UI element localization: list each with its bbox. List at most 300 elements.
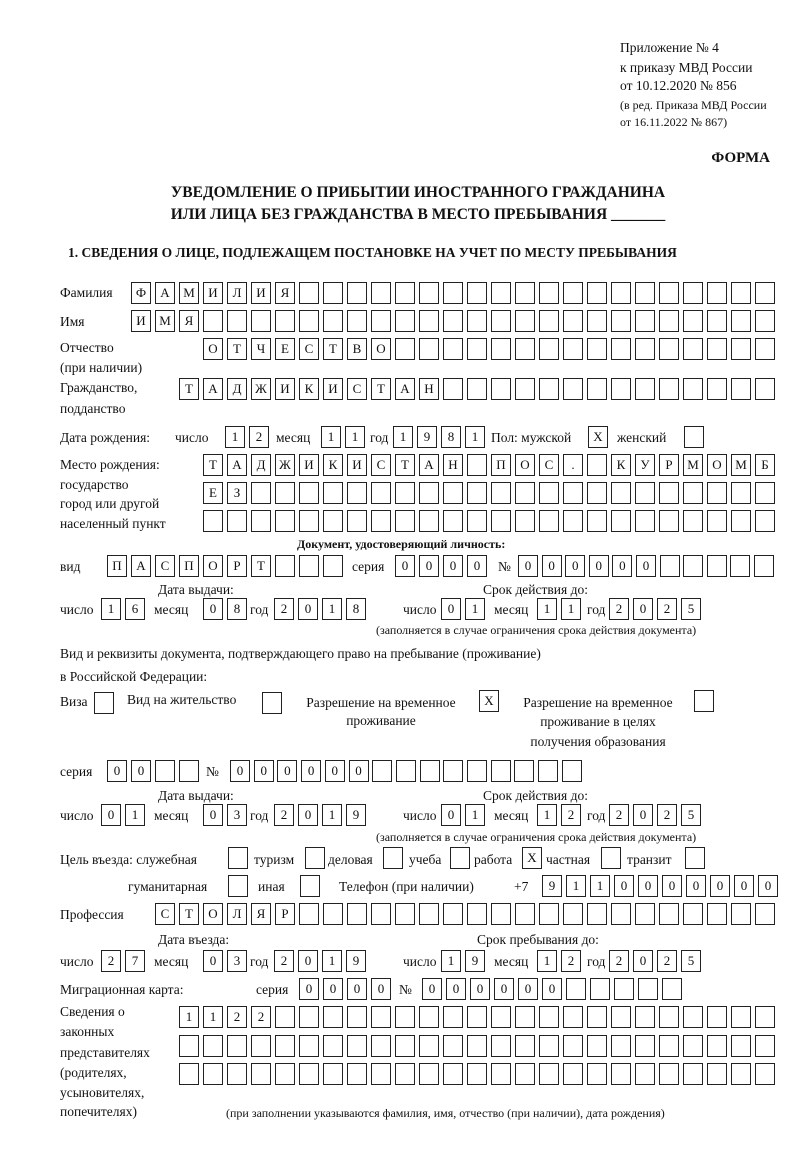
char-cell[interactable] <box>251 482 271 504</box>
char-cell[interactable]: О <box>515 454 535 476</box>
char-cell[interactable] <box>563 378 583 400</box>
char-cell[interactable] <box>611 510 631 532</box>
char-cell[interactable] <box>683 1035 703 1057</box>
char-cell[interactable]: Т <box>227 338 247 360</box>
char-cell[interactable]: 0 <box>467 555 487 577</box>
char-cell[interactable]: 3 <box>227 950 247 972</box>
char-cell[interactable]: Ч <box>251 338 271 360</box>
char-cell[interactable] <box>539 378 559 400</box>
char-cell[interactable] <box>590 978 610 1000</box>
checkbox-cell[interactable] <box>228 847 248 869</box>
char-cell[interactable] <box>491 1006 511 1028</box>
char-cell[interactable]: 0 <box>441 804 461 826</box>
char-cell[interactable]: 1 <box>125 804 145 826</box>
char-cell[interactable] <box>683 903 703 925</box>
char-cell[interactable] <box>275 1063 295 1085</box>
char-cell[interactable] <box>467 310 487 332</box>
char-cell[interactable]: 8 <box>227 598 247 620</box>
char-cell[interactable]: О <box>707 454 727 476</box>
char-cell[interactable] <box>635 1006 655 1028</box>
char-cell[interactable] <box>323 510 343 532</box>
char-cell[interactable]: Я <box>275 282 295 304</box>
char-cell[interactable] <box>323 282 343 304</box>
char-cell[interactable] <box>638 978 658 1000</box>
char-cell[interactable]: О <box>203 338 223 360</box>
checkbox-cell[interactable] <box>694 690 714 712</box>
char-cell[interactable] <box>491 338 511 360</box>
char-cell[interactable] <box>251 1035 271 1057</box>
char-cell[interactable]: 1 <box>441 950 461 972</box>
char-cell[interactable] <box>755 378 775 400</box>
char-cell[interactable] <box>755 510 775 532</box>
char-cell[interactable] <box>323 1006 343 1028</box>
char-cell[interactable] <box>395 1006 415 1028</box>
char-cell[interactable] <box>419 1035 439 1057</box>
char-cell[interactable] <box>635 282 655 304</box>
char-cell[interactable] <box>611 310 631 332</box>
char-cell[interactable]: 1 <box>465 598 485 620</box>
checkbox-cell[interactable]: X <box>588 426 608 448</box>
char-cell[interactable]: К <box>299 378 319 400</box>
char-cell[interactable] <box>731 510 751 532</box>
char-cell[interactable] <box>299 1063 319 1085</box>
char-cell[interactable] <box>539 282 559 304</box>
char-cell[interactable]: 0 <box>542 555 562 577</box>
char-cell[interactable]: 2 <box>251 1006 271 1028</box>
char-cell[interactable] <box>659 1035 679 1057</box>
char-cell[interactable] <box>563 482 583 504</box>
char-cell[interactable] <box>491 760 511 782</box>
checkbox-cell[interactable]: X <box>522 847 542 869</box>
char-cell[interactable]: Я <box>179 310 199 332</box>
char-cell[interactable]: 0 <box>298 598 318 620</box>
char-cell[interactable]: 5 <box>681 804 701 826</box>
char-cell[interactable] <box>587 903 607 925</box>
char-cell[interactable] <box>539 482 559 504</box>
char-cell[interactable] <box>755 1006 775 1028</box>
char-cell[interactable] <box>755 310 775 332</box>
char-cell[interactable]: Ж <box>251 378 271 400</box>
char-cell[interactable] <box>179 760 199 782</box>
char-cell[interactable] <box>563 338 583 360</box>
char-cell[interactable]: И <box>131 310 151 332</box>
char-cell[interactable] <box>347 903 367 925</box>
checkbox-cell[interactable] <box>383 847 403 869</box>
checkbox-cell[interactable] <box>684 426 704 448</box>
char-cell[interactable] <box>420 760 440 782</box>
char-cell[interactable] <box>419 338 439 360</box>
char-cell[interactable] <box>515 903 535 925</box>
char-cell[interactable] <box>731 338 751 360</box>
char-cell[interactable]: У <box>635 454 655 476</box>
char-cell[interactable]: И <box>251 282 271 304</box>
char-cell[interactable] <box>371 1035 391 1057</box>
char-cell[interactable]: Т <box>395 454 415 476</box>
char-cell[interactable]: 2 <box>274 950 294 972</box>
char-cell[interactable] <box>587 454 607 476</box>
char-cell[interactable]: П <box>179 555 199 577</box>
char-cell[interactable] <box>539 338 559 360</box>
char-cell[interactable] <box>587 282 607 304</box>
char-cell[interactable] <box>323 1063 343 1085</box>
char-cell[interactable] <box>251 510 271 532</box>
char-cell[interactable] <box>659 1063 679 1085</box>
char-cell[interactable]: Т <box>371 378 391 400</box>
char-cell[interactable]: 0 <box>107 760 127 782</box>
char-cell[interactable]: 1 <box>345 426 365 448</box>
char-cell[interactable] <box>515 510 535 532</box>
char-cell[interactable]: 0 <box>589 555 609 577</box>
char-cell[interactable] <box>419 903 439 925</box>
char-cell[interactable] <box>347 510 367 532</box>
char-cell[interactable] <box>371 1006 391 1028</box>
char-cell[interactable]: 0 <box>494 978 514 1000</box>
char-cell[interactable] <box>563 1035 583 1057</box>
char-cell[interactable] <box>587 338 607 360</box>
char-cell[interactable]: 0 <box>446 978 466 1000</box>
char-cell[interactable] <box>179 1035 199 1057</box>
char-cell[interactable] <box>419 510 439 532</box>
char-cell[interactable] <box>371 903 391 925</box>
char-cell[interactable] <box>659 282 679 304</box>
char-cell[interactable]: 2 <box>561 804 581 826</box>
char-cell[interactable]: Ж <box>275 454 295 476</box>
char-cell[interactable]: 2 <box>657 598 677 620</box>
char-cell[interactable]: 1 <box>393 426 413 448</box>
char-cell[interactable]: 2 <box>227 1006 247 1028</box>
checkbox-cell[interactable] <box>300 875 320 897</box>
char-cell[interactable]: 1 <box>101 598 121 620</box>
char-cell[interactable] <box>395 338 415 360</box>
char-cell[interactable] <box>587 482 607 504</box>
char-cell[interactable]: 0 <box>633 804 653 826</box>
char-cell[interactable]: 0 <box>633 598 653 620</box>
char-cell[interactable] <box>659 378 679 400</box>
char-cell[interactable] <box>323 555 343 577</box>
char-cell[interactable]: 0 <box>633 950 653 972</box>
char-cell[interactable] <box>755 482 775 504</box>
char-cell[interactable] <box>707 482 727 504</box>
char-cell[interactable] <box>755 1063 775 1085</box>
char-cell[interactable] <box>515 310 535 332</box>
char-cell[interactable] <box>491 282 511 304</box>
checkbox-cell[interactable] <box>94 692 114 714</box>
char-cell[interactable] <box>299 510 319 532</box>
char-cell[interactable] <box>467 378 487 400</box>
char-cell[interactable] <box>660 555 680 577</box>
char-cell[interactable]: А <box>203 378 223 400</box>
char-cell[interactable]: 1 <box>322 598 342 620</box>
char-cell[interactable] <box>203 310 223 332</box>
char-cell[interactable]: 0 <box>565 555 585 577</box>
char-cell[interactable] <box>203 1063 223 1085</box>
char-cell[interactable] <box>443 1063 463 1085</box>
char-cell[interactable]: 0 <box>203 950 223 972</box>
char-cell[interactable]: И <box>299 454 319 476</box>
char-cell[interactable]: 1 <box>537 950 557 972</box>
char-cell[interactable] <box>467 1006 487 1028</box>
char-cell[interactable]: В <box>347 338 367 360</box>
char-cell[interactable]: 0 <box>203 804 223 826</box>
char-cell[interactable]: 0 <box>422 978 442 1000</box>
char-cell[interactable]: Т <box>251 555 271 577</box>
char-cell[interactable]: 2 <box>274 804 294 826</box>
char-cell[interactable] <box>491 1035 511 1057</box>
char-cell[interactable]: Р <box>227 555 247 577</box>
char-cell[interactable] <box>707 310 727 332</box>
char-cell[interactable] <box>707 1006 727 1028</box>
char-cell[interactable]: Т <box>323 338 343 360</box>
char-cell[interactable]: П <box>491 454 511 476</box>
char-cell[interactable]: Т <box>179 378 199 400</box>
char-cell[interactable] <box>707 1063 727 1085</box>
char-cell[interactable] <box>419 1063 439 1085</box>
char-cell[interactable] <box>662 978 682 1000</box>
char-cell[interactable]: 9 <box>346 804 366 826</box>
char-cell[interactable]: 0 <box>101 804 121 826</box>
char-cell[interactable] <box>227 310 247 332</box>
char-cell[interactable] <box>731 1006 751 1028</box>
char-cell[interactable]: 0 <box>419 555 439 577</box>
char-cell[interactable]: С <box>539 454 559 476</box>
char-cell[interactable]: 0 <box>662 875 682 897</box>
char-cell[interactable] <box>491 310 511 332</box>
char-cell[interactable]: 0 <box>542 978 562 1000</box>
char-cell[interactable] <box>659 482 679 504</box>
char-cell[interactable]: 2 <box>657 804 677 826</box>
char-cell[interactable] <box>731 310 751 332</box>
char-cell[interactable]: 7 <box>125 950 145 972</box>
char-cell[interactable]: Н <box>443 454 463 476</box>
char-cell[interactable] <box>179 1063 199 1085</box>
char-cell[interactable] <box>563 510 583 532</box>
char-cell[interactable] <box>371 510 391 532</box>
char-cell[interactable] <box>683 482 703 504</box>
char-cell[interactable]: А <box>227 454 247 476</box>
char-cell[interactable]: 0 <box>518 978 538 1000</box>
char-cell[interactable] <box>755 282 775 304</box>
char-cell[interactable] <box>371 310 391 332</box>
char-cell[interactable]: Д <box>251 454 271 476</box>
char-cell[interactable] <box>659 310 679 332</box>
char-cell[interactable]: С <box>299 338 319 360</box>
char-cell[interactable] <box>227 510 247 532</box>
char-cell[interactable]: 2 <box>609 804 629 826</box>
char-cell[interactable] <box>539 1006 559 1028</box>
char-cell[interactable] <box>566 978 586 1000</box>
char-cell[interactable]: 1 <box>322 804 342 826</box>
char-cell[interactable] <box>443 310 463 332</box>
char-cell[interactable]: М <box>155 310 175 332</box>
char-cell[interactable]: М <box>731 454 751 476</box>
char-cell[interactable] <box>467 1063 487 1085</box>
char-cell[interactable] <box>707 903 727 925</box>
char-cell[interactable]: 1 <box>561 598 581 620</box>
char-cell[interactable]: 1 <box>537 804 557 826</box>
char-cell[interactable]: 1 <box>465 426 485 448</box>
char-cell[interactable] <box>443 1035 463 1057</box>
char-cell[interactable]: 0 <box>254 760 274 782</box>
char-cell[interactable] <box>372 760 392 782</box>
char-cell[interactable]: 0 <box>203 598 223 620</box>
char-cell[interactable] <box>659 1006 679 1028</box>
char-cell[interactable] <box>587 1006 607 1028</box>
char-cell[interactable] <box>755 338 775 360</box>
char-cell[interactable]: 0 <box>612 555 632 577</box>
char-cell[interactable] <box>683 1063 703 1085</box>
char-cell[interactable] <box>515 482 535 504</box>
char-cell[interactable]: 0 <box>518 555 538 577</box>
char-cell[interactable]: А <box>131 555 151 577</box>
char-cell[interactable] <box>275 310 295 332</box>
char-cell[interactable]: 1 <box>465 804 485 826</box>
char-cell[interactable]: 5 <box>681 950 701 972</box>
char-cell[interactable] <box>587 1035 607 1057</box>
char-cell[interactable]: 0 <box>758 875 778 897</box>
char-cell[interactable] <box>491 378 511 400</box>
char-cell[interactable]: 0 <box>638 875 658 897</box>
char-cell[interactable] <box>563 903 583 925</box>
char-cell[interactable] <box>347 282 367 304</box>
char-cell[interactable]: 2 <box>101 950 121 972</box>
char-cell[interactable]: 0 <box>614 875 634 897</box>
char-cell[interactable]: Т <box>203 454 223 476</box>
char-cell[interactable] <box>419 482 439 504</box>
char-cell[interactable] <box>587 510 607 532</box>
char-cell[interactable] <box>467 760 487 782</box>
char-cell[interactable] <box>443 760 463 782</box>
char-cell[interactable]: 1 <box>321 426 341 448</box>
char-cell[interactable]: 2 <box>274 598 294 620</box>
char-cell[interactable] <box>203 510 223 532</box>
char-cell[interactable]: 9 <box>465 950 485 972</box>
char-cell[interactable] <box>491 482 511 504</box>
char-cell[interactable]: 0 <box>395 555 415 577</box>
char-cell[interactable]: Л <box>227 903 247 925</box>
char-cell[interactable]: 0 <box>371 978 391 1000</box>
char-cell[interactable] <box>563 1006 583 1028</box>
char-cell[interactable] <box>395 1035 415 1057</box>
checkbox-cell[interactable] <box>228 875 248 897</box>
char-cell[interactable]: . <box>563 454 583 476</box>
char-cell[interactable] <box>347 1006 367 1028</box>
char-cell[interactable]: Я <box>251 903 271 925</box>
char-cell[interactable]: 0 <box>710 875 730 897</box>
char-cell[interactable] <box>491 510 511 532</box>
char-cell[interactable]: Д <box>227 378 247 400</box>
char-cell[interactable]: 0 <box>734 875 754 897</box>
char-cell[interactable] <box>683 378 703 400</box>
char-cell[interactable]: О <box>203 903 223 925</box>
char-cell[interactable] <box>659 510 679 532</box>
char-cell[interactable] <box>587 378 607 400</box>
char-cell[interactable] <box>419 282 439 304</box>
char-cell[interactable] <box>635 1063 655 1085</box>
char-cell[interactable] <box>347 1063 367 1085</box>
char-cell[interactable]: 1 <box>566 875 586 897</box>
char-cell[interactable]: 9 <box>346 950 366 972</box>
char-cell[interactable] <box>443 1006 463 1028</box>
char-cell[interactable] <box>299 903 319 925</box>
char-cell[interactable] <box>419 1006 439 1028</box>
char-cell[interactable]: 0 <box>470 978 490 1000</box>
char-cell[interactable] <box>299 555 319 577</box>
char-cell[interactable]: Ф <box>131 282 151 304</box>
char-cell[interactable] <box>587 310 607 332</box>
char-cell[interactable]: 1 <box>179 1006 199 1028</box>
char-cell[interactable] <box>203 1035 223 1057</box>
char-cell[interactable]: М <box>683 454 703 476</box>
char-cell[interactable] <box>443 510 463 532</box>
char-cell[interactable]: 0 <box>347 978 367 1000</box>
char-cell[interactable] <box>587 1063 607 1085</box>
char-cell[interactable] <box>491 903 511 925</box>
char-cell[interactable]: 9 <box>542 875 562 897</box>
char-cell[interactable] <box>395 482 415 504</box>
char-cell[interactable] <box>514 760 534 782</box>
char-cell[interactable]: А <box>395 378 415 400</box>
char-cell[interactable]: И <box>347 454 367 476</box>
char-cell[interactable] <box>730 555 750 577</box>
char-cell[interactable] <box>731 282 751 304</box>
checkbox-cell[interactable]: X <box>479 690 499 712</box>
char-cell[interactable] <box>227 1063 247 1085</box>
char-cell[interactable] <box>227 1035 247 1057</box>
char-cell[interactable]: 0 <box>325 760 345 782</box>
char-cell[interactable] <box>467 482 487 504</box>
char-cell[interactable] <box>539 1035 559 1057</box>
char-cell[interactable]: З <box>227 482 247 504</box>
char-cell[interactable] <box>395 510 415 532</box>
char-cell[interactable]: И <box>275 378 295 400</box>
char-cell[interactable] <box>275 482 295 504</box>
char-cell[interactable] <box>539 1063 559 1085</box>
char-cell[interactable]: 0 <box>277 760 297 782</box>
char-cell[interactable] <box>395 310 415 332</box>
checkbox-cell[interactable] <box>601 847 621 869</box>
char-cell[interactable] <box>347 1035 367 1057</box>
char-cell[interactable]: Л <box>227 282 247 304</box>
char-cell[interactable]: 0 <box>298 950 318 972</box>
char-cell[interactable] <box>371 1063 391 1085</box>
char-cell[interactable] <box>443 482 463 504</box>
char-cell[interactable] <box>563 1063 583 1085</box>
char-cell[interactable] <box>443 338 463 360</box>
char-cell[interactable] <box>395 1063 415 1085</box>
char-cell[interactable] <box>275 1006 295 1028</box>
char-cell[interactable]: О <box>371 338 391 360</box>
char-cell[interactable]: 0 <box>131 760 151 782</box>
char-cell[interactable] <box>323 310 343 332</box>
char-cell[interactable] <box>419 310 439 332</box>
char-cell[interactable] <box>563 282 583 304</box>
char-cell[interactable] <box>707 1035 727 1057</box>
char-cell[interactable]: А <box>155 282 175 304</box>
char-cell[interactable]: 9 <box>417 426 437 448</box>
char-cell[interactable] <box>467 454 487 476</box>
char-cell[interactable] <box>538 760 558 782</box>
char-cell[interactable] <box>635 903 655 925</box>
char-cell[interactable]: К <box>323 454 343 476</box>
char-cell[interactable] <box>395 903 415 925</box>
char-cell[interactable] <box>251 1063 271 1085</box>
char-cell[interactable]: 3 <box>227 804 247 826</box>
char-cell[interactable] <box>155 760 175 782</box>
char-cell[interactable]: 0 <box>298 804 318 826</box>
char-cell[interactable] <box>515 338 535 360</box>
char-cell[interactable]: 2 <box>561 950 581 972</box>
char-cell[interactable] <box>611 1063 631 1085</box>
